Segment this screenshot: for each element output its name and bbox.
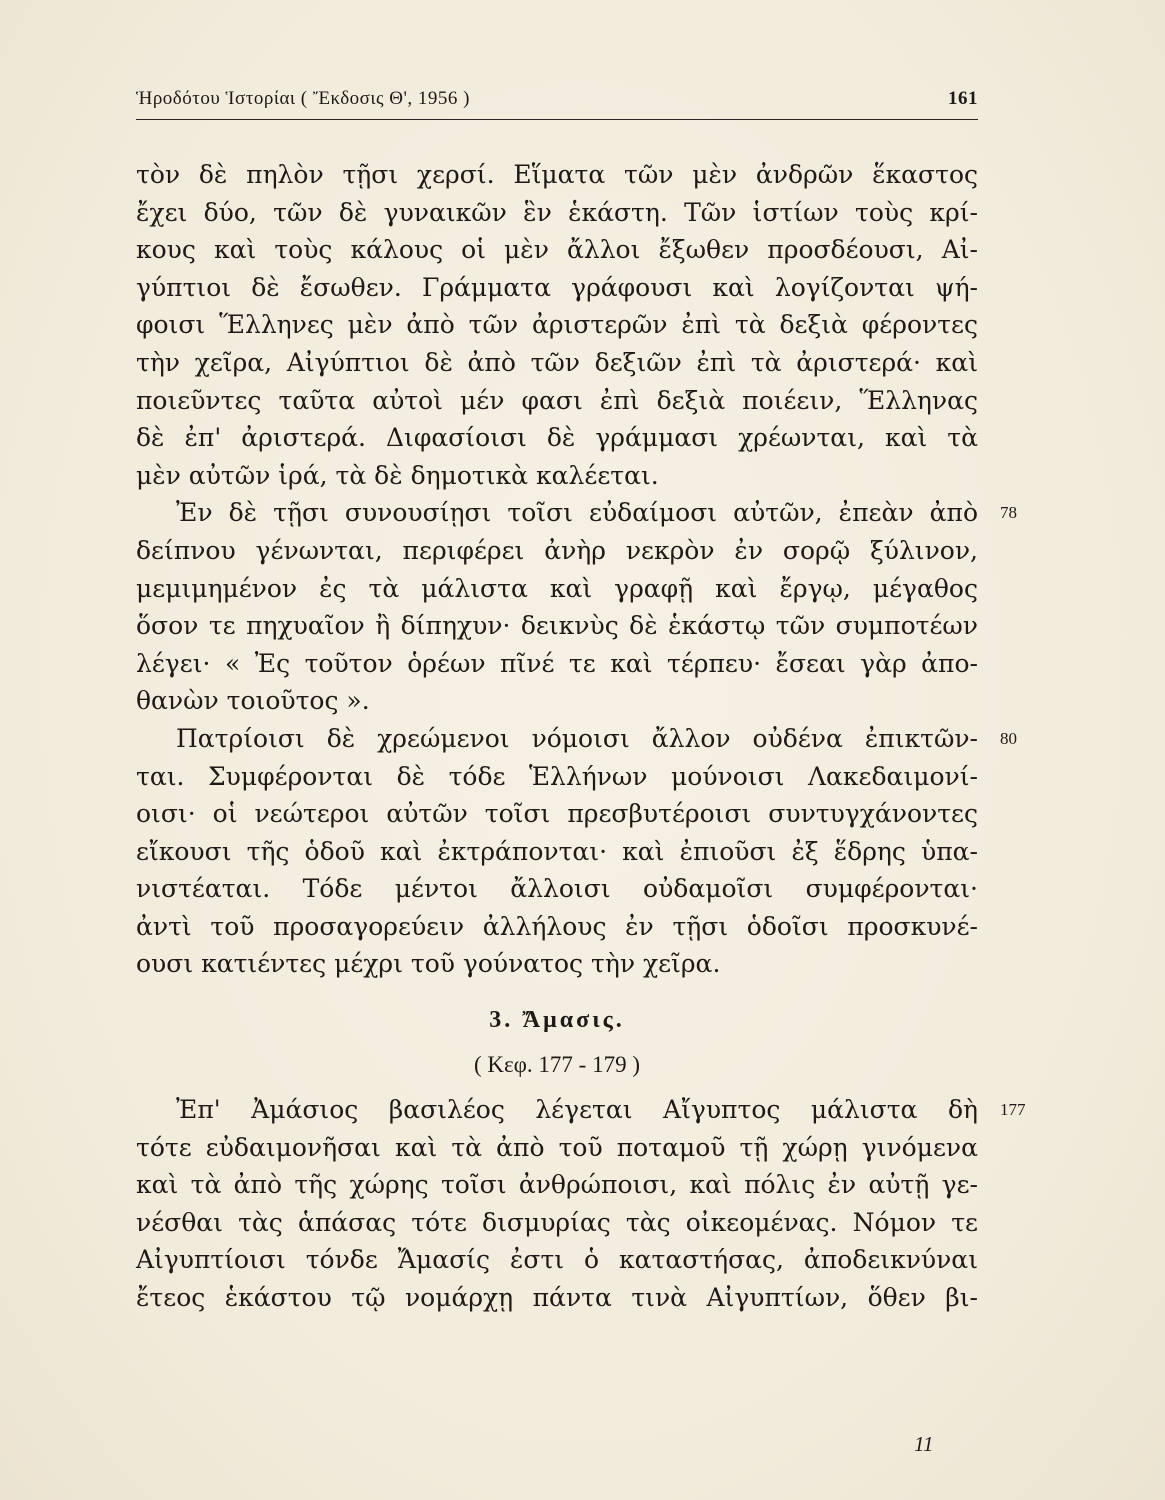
text-line bbox=[136, 194, 978, 232]
line-text: Ἐν δὲ τῇσι συνουσίῃσι τοῖσι εὐδαίμοσι αὐτῶν, ἐπεὰν ἀπὸ bbox=[176, 498, 978, 528]
text-line bbox=[136, 908, 978, 946]
paragraphs-part-1 bbox=[136, 156, 1017, 983]
text-line bbox=[136, 156, 978, 194]
line-text: τότε εὐδαιμονῆσαι καὶ τὰ ἀπὸ τοῦ ποταμοῦ τῇ χώρῃ γινόμενα bbox=[136, 1132, 978, 1162]
line-text: Πατρίοισι δὲ χρεώμενοι νόμοισι ἄλλον οὐδένα ἐπικτῶν- bbox=[176, 723, 978, 753]
line-text: φοισι Ἕλληνες μὲν ἀπὸ τῶν ἀριστερῶν ἐπὶ τὰ δεξιὰ φέροντες bbox=[136, 310, 978, 340]
text-line bbox=[136, 344, 978, 382]
line-text: κους καὶ τοὺς κάλους οἱ μὲν ἄλλοι ἔξωθεν προσδέουσι, Αἰ- bbox=[136, 235, 978, 265]
signature-mark: 11 bbox=[914, 1432, 934, 1456]
text-line bbox=[136, 306, 978, 344]
text-line bbox=[136, 645, 978, 683]
text-line bbox=[136, 1241, 978, 1279]
main-text bbox=[136, 156, 1026, 1317]
text-line bbox=[136, 269, 978, 307]
section-spacer bbox=[136, 983, 978, 997]
paragraphs-part-2 bbox=[136, 1091, 1026, 1317]
line-text: μεμιμημένον ἐς τὰ μάλιστα καὶ γραφῇ καὶ ἔργῳ, μέγαθος bbox=[136, 573, 978, 603]
line-text: καὶ τὰ ἀπὸ τῆς χώρης τοῖσι ἀνθρώποισι, καὶ πόλις ἐν αὐτῇ γε- bbox=[136, 1170, 978, 1200]
text-line bbox=[136, 945, 978, 983]
line-text: ποιεῦντες ταῦτα αὐτοὶ μέν φασι ἐπὶ δεξιὰ ποιέειν, Ἕλληνας bbox=[136, 385, 978, 415]
line-text: ται. Συμφέρονται δὲ τόδε Ἑλλήνων μούνοισι Λακεδαιμονί- bbox=[136, 761, 978, 791]
line-text: θανὼν τοιοῦτος ». bbox=[136, 686, 370, 716]
line-text: ουσι κατιέντες μέχρι τοῦ γούνατος τὴν χεῖρα. bbox=[136, 949, 721, 979]
text-line bbox=[136, 795, 978, 833]
line-text: δείπνου γένωνται, περιφέρει ἀνὴρ νεκρὸν ἐν σορῷ ξύλινον, bbox=[136, 535, 978, 565]
margin-chapter-number: 177 bbox=[1000, 1100, 1026, 1120]
text-line bbox=[136, 457, 978, 495]
line-text: Ἐπ' Ἀμάσιος βασιλέος λέγεται Αἴγυπτος μάλιστα δὴ bbox=[176, 1095, 978, 1125]
header-rule bbox=[136, 119, 978, 120]
running-head bbox=[136, 88, 978, 118]
text-line bbox=[136, 870, 978, 908]
section-subtitle: ( Κεφ. 177 - 179 ) bbox=[473, 1052, 641, 1078]
running-title: Ἡροδότου Ἱστορίαι ( Ἔκδοσις Θ', 1956 ) bbox=[136, 88, 470, 109]
line-text: ἀντὶ τοῦ προσαγορεύειν ἀλλήλους ἐν τῇσι ὁδοῖσι προσκυνέ- bbox=[136, 911, 978, 941]
line-text: οισι· οἱ νεώτεροι αὐτῶν τοῖσι πρεσβυτέροισι συντυγχάνοντες bbox=[136, 799, 978, 829]
line-text: εἴκουσι τῆς ὁδοῦ καὶ ἐκτράπονται· καὶ ἐπιοῦσι ἐξ ἕδρης ὑπα- bbox=[136, 836, 978, 866]
line-text: νέσθαι τὰς ἁπάσας τότε δισμυρίας τὰς οἰκεομένας. Νόμον τε bbox=[136, 1207, 978, 1237]
line-text: Αἰγυπτίοισι τόνδε Ἄμασίς ἐστι ὁ καταστήσας, ἀποδεικνύναι bbox=[136, 1245, 978, 1275]
text-line bbox=[136, 833, 978, 871]
line-text: ἔτεος ἑκάστου τῷ νομάρχῃ πάντα τινὰ Αἰγυπτίων, ὅθεν βι- bbox=[136, 1283, 978, 1313]
text-line bbox=[136, 758, 978, 796]
text-line bbox=[136, 231, 978, 269]
line-text: τὸν δὲ πηλὸν τῇσι χερσί. Εἵματα τῶν μὲν ἀνδρῶν ἕκαστος bbox=[136, 160, 978, 189]
section-title: 3. Ἄμασις. bbox=[489, 1007, 625, 1034]
line-text: ἔχει δύο, τῶν δὲ γυναικῶν ἓν ἑκάστη. Τῶν ἱστίων τοὺς κρί- bbox=[136, 197, 978, 227]
line-text: μὲν αὐτῶν ἱρά, τὰ δὲ δημοτικὰ καλέεται. bbox=[136, 460, 659, 490]
line-text: γύπτιοι δὲ ἔσωθεν. Γράμματα γράφουσι καὶ λογίζονται ψή- bbox=[136, 272, 978, 302]
margin-chapter-number: 78 bbox=[1000, 503, 1017, 523]
line-text: νιστέαται. Τόδε μέντοι ἄλλοισι οὐδαμοῖσι συμφέρονται· bbox=[136, 874, 978, 904]
text-line bbox=[136, 1129, 978, 1167]
text-line bbox=[136, 607, 978, 645]
text-line bbox=[136, 1204, 978, 1242]
text-line bbox=[136, 1279, 978, 1317]
line-text: ὅσον τε πηχυαῖον ἢ δίπηχυν· δεικνὺς δὲ ἑκάστῳ τῶν συμποτέων bbox=[136, 611, 978, 641]
text-line bbox=[136, 1166, 978, 1204]
text-line bbox=[136, 682, 978, 720]
text-line bbox=[136, 570, 978, 608]
text-line bbox=[136, 720, 1017, 758]
page-number: 161 bbox=[948, 88, 978, 109]
text-line bbox=[136, 532, 978, 570]
line-text: δὲ ἐπ' ἀριστερά. Διφασίοισι δὲ γράμμασι χρέωνται, καὶ τὰ bbox=[136, 423, 978, 453]
line-text: τὴν χεῖρα, Αἰγύπτιοι δὲ ἀπὸ τῶν δεξιῶν ἐπὶ τὰ ἀριστερά· καὶ bbox=[136, 347, 978, 377]
text-line bbox=[136, 1091, 1026, 1129]
line-text: λέγει· « Ἐς τοῦτον ὁρέων πῖνέ τε καὶ τέρπευ· ἔσεαι γὰρ ἀπο- bbox=[136, 648, 978, 678]
text-line bbox=[136, 382, 978, 420]
text-line bbox=[136, 419, 978, 457]
margin-chapter-number: 80 bbox=[1000, 728, 1017, 748]
text-line bbox=[136, 494, 1017, 532]
